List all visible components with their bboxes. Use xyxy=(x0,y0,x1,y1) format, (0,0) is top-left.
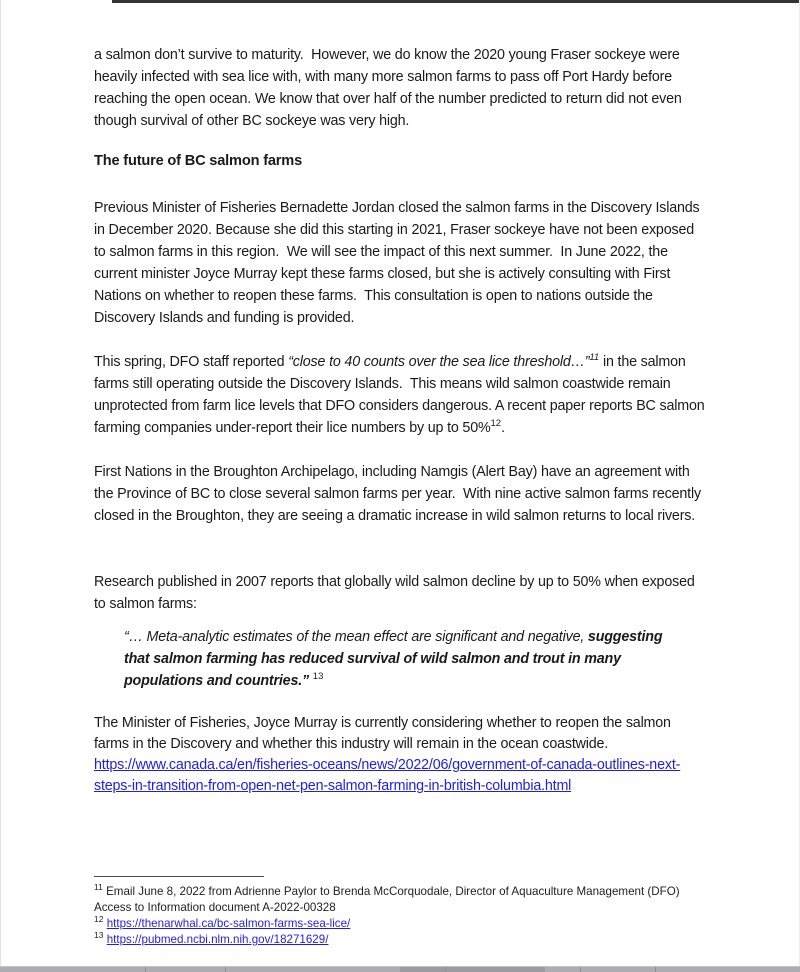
bottom-edge-tick xyxy=(655,967,656,972)
footnote-marker-13: 13 xyxy=(94,930,104,941)
paragraph-dfo-sea-lice xyxy=(94,351,708,439)
paragraph-broughton-archipelago: First Nations in the Broughton Archipelago, including Namgis (Alert Bay) have an agreement with the Province of BC to close several salmon farms per year. With nine active salmon farms recently closed in the Broughton, they are seeing a dramatic increase in wild salmon returns to local rivers. xyxy=(94,464,705,524)
blockquote-closing: .” xyxy=(298,673,309,689)
canada-gov-news-link[interactable]: https://www.canada.ca/en/fisheries-oceans/news/2022/06/government-of-canada-outlines-next-steps-in-transition-from-open-net-pen-salmon-farming-in-british-columbia.html xyxy=(94,757,681,794)
blockquote-bold-emphasis: suggesting that salmon farming has reduced survival of wild salmon and trout in many populations and countries xyxy=(124,629,667,689)
footnote-separator xyxy=(94,876,264,877)
paragraph-discovery-islands-closure: Previous Minister of Fisheries Bernadette Jordan closed the salmon farms in the Discovery Islands in December 2020. Because she did this starting in 2021, Fraser sockeye have not been exposed to salmon farms in this region. We will see the impact of this next summer. In June 2022, the current minister Joyce Murray kept these farms closed, but she is actively consulting with First Nations on whether to reopen these farms. This consultation is open to nations outside the Discovery Islands and funding is provided. xyxy=(94,200,704,326)
paragraph-end-text: . xyxy=(501,420,505,436)
paragraph-minister-considering xyxy=(94,713,708,797)
footnote-13 xyxy=(94,932,710,948)
blockquote-italic-lead: “… Meta-analytic estimates of the mean effect are significant and negative, xyxy=(124,629,588,645)
paragraph-lead-text: This spring, DFO staff reported xyxy=(94,354,289,370)
bottom-edge-tick xyxy=(225,967,226,972)
footnote-text: Email June 8, 2022 from Adrienne Paylor to Brenda McCorquodale, Director of Aquaculture Management (DFO) Access to Information document A-2022-00328 xyxy=(94,885,683,914)
section-heading-future-bc-salmon-farms: The future of BC salmon farms xyxy=(94,153,303,169)
paragraph-salmon-survival: a salmon don’t survive to maturity. However, we do know the 2020 young Fraser sockeye were heavily infected with sea lice with, with many more salmon farms to pass off Port Hardy before reaching the open ocean. We know that over half of the number predicted to return did not even though survival of other BC sockeye was very high. xyxy=(94,47,686,129)
bottom-edge-tick xyxy=(580,967,581,972)
bottom-edge-artifact xyxy=(0,966,800,972)
inline-quote: “close to 40 counts over the sea lice threshold…” xyxy=(288,354,590,370)
bottom-edge-tick xyxy=(145,967,146,972)
narwhal-article-link[interactable]: https://thenarwhal.ca/bc-salmon-farms-sea-lice/ xyxy=(106,917,351,930)
footnote-reference-12: 12 xyxy=(490,418,502,430)
paragraph-text: The Minister of Fisheries, Joyce Murray is currently considering whether to reopen the salmon farms in the Discovery and whether this industry will remain in the ocean coastwide. xyxy=(94,715,675,752)
left-edge-line xyxy=(0,0,1,972)
footnote-11 xyxy=(94,884,710,916)
paragraph-middle-text: in the salmon farms still operating outside the Discovery Islands. This means wild salmon coastwide remain unprotected from farm lice levels that DFO considers dangerous. A recent paper reports BC salmon farming companies under-report their lice numbers by up to 50% xyxy=(94,354,709,436)
bottom-edge-tick xyxy=(445,967,446,972)
footnote-marker-11: 11 xyxy=(94,882,103,893)
pubmed-article-link[interactable]: https://pubmed.ncbi.nlm.nih.gov/18271629/ xyxy=(106,933,329,946)
footnote-12 xyxy=(94,916,710,932)
footnote-marker-12: 12 xyxy=(94,914,104,925)
blockquote-meta-analytic xyxy=(124,626,672,692)
footnote-reference-13: 13 xyxy=(312,671,324,683)
top-edge-artifact xyxy=(112,0,800,3)
paragraph-research-2007: Research published in 2007 reports that globally wild salmon decline by up to 50% when exposed to salmon farms: xyxy=(94,574,699,612)
bottom-edge-segment xyxy=(400,967,545,972)
footnote-reference-11: 11 xyxy=(589,352,600,364)
